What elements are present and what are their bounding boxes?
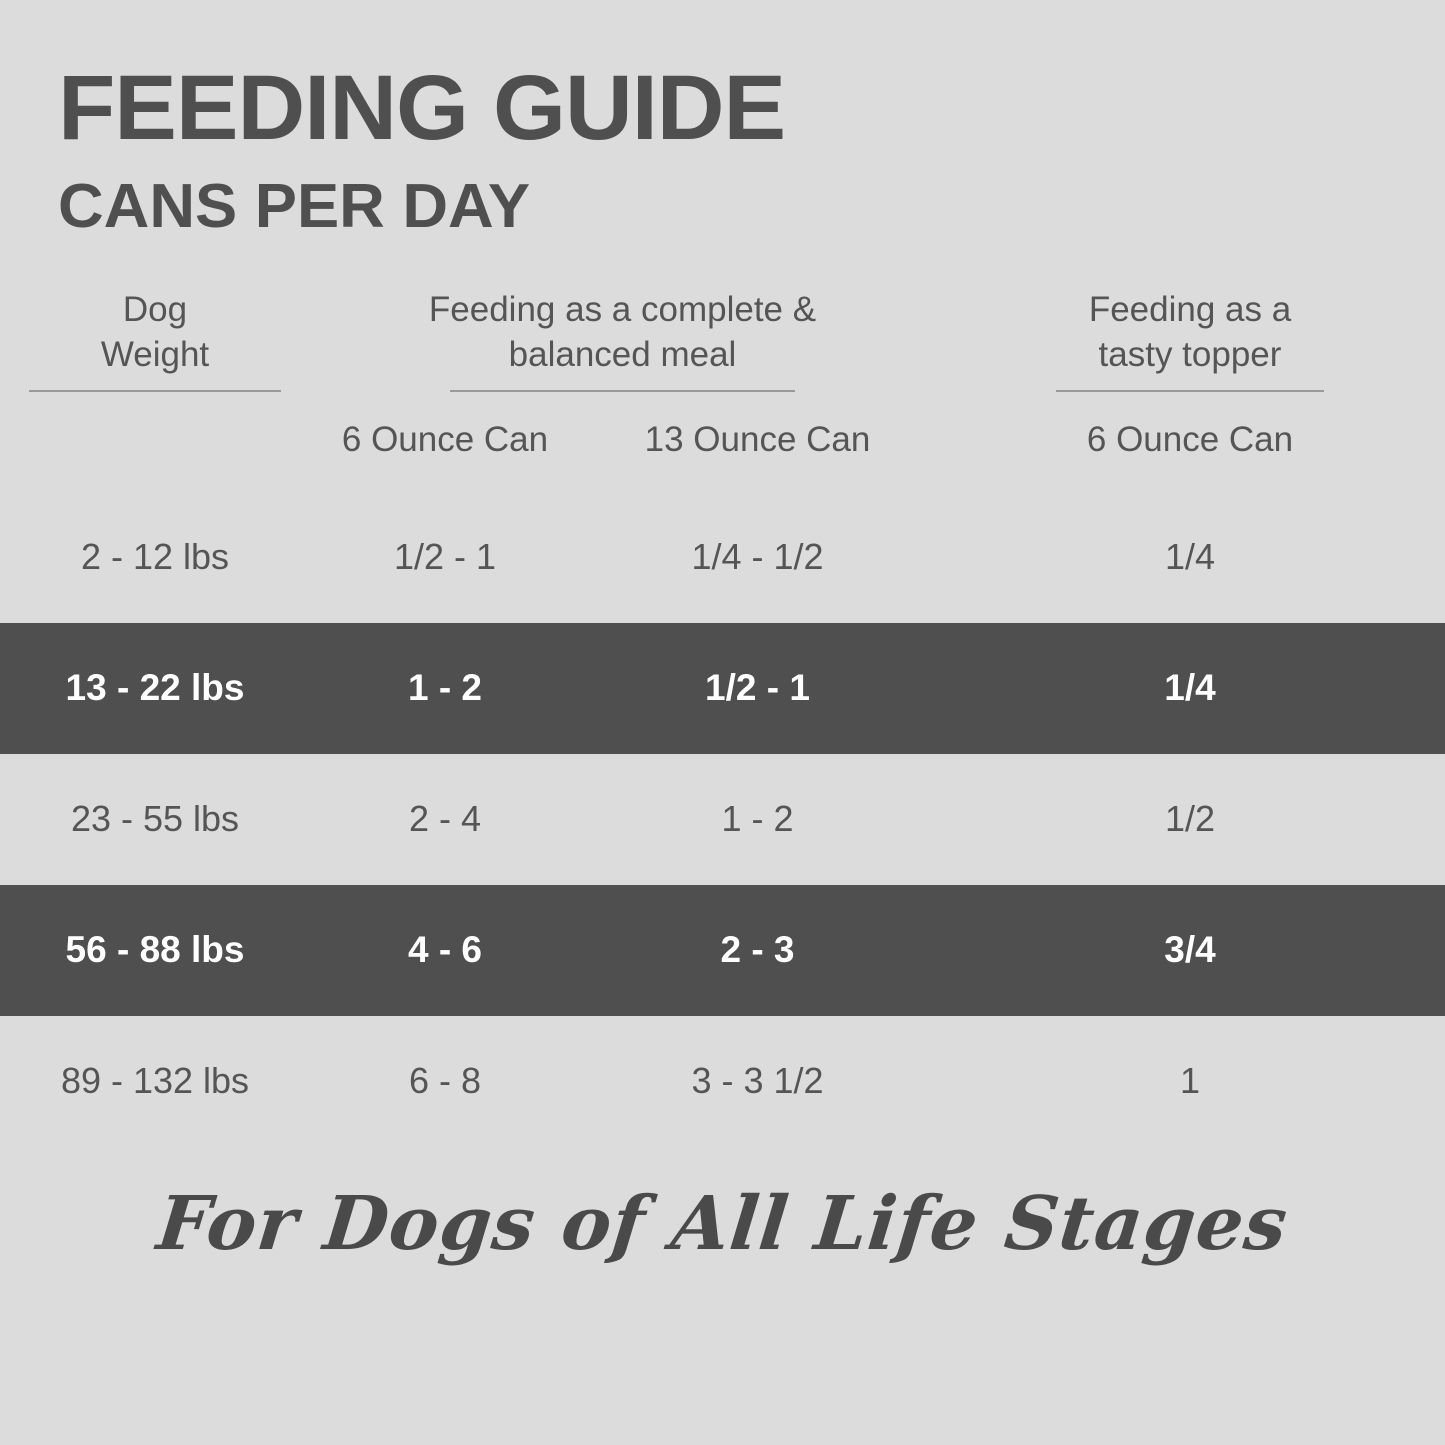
cell-meal-six: 2 - 4 xyxy=(408,798,482,840)
group-header-complete-meal xyxy=(310,288,935,392)
group-header-tasty-topper xyxy=(935,288,1445,392)
group-header-tasty-topper-line1: Feeding as a xyxy=(1088,290,1292,329)
cell-topper-six: 3/4 xyxy=(1164,929,1216,971)
cell-topper-six: 1/2 xyxy=(1164,798,1216,840)
cell-meal-thirteen: 3 - 3 1/2 xyxy=(691,1060,824,1102)
table-row xyxy=(0,492,1445,623)
cell-topper-six: 1/4 xyxy=(1164,667,1216,709)
cell-dog-weight: 56 - 88 lbs xyxy=(65,929,245,971)
cell-dog-weight: 13 - 22 lbs xyxy=(65,667,245,709)
cell-meal-six: 1 - 2 xyxy=(407,667,483,709)
subheader-topper-six-ounce: 6 Ounce Can xyxy=(1086,419,1294,459)
cell-meal-six: 6 - 8 xyxy=(408,1060,482,1102)
cell-meal-thirteen: 1/4 - 1/2 xyxy=(691,536,824,578)
group-header-tasty-topper-line2: tasty topper xyxy=(1098,334,1282,374)
group-header-dog-weight xyxy=(0,288,310,392)
cell-meal-thirteen: 1/2 - 1 xyxy=(705,667,810,709)
table-group-header-row xyxy=(0,280,1445,392)
cell-dog-weight: 89 - 132 lbs xyxy=(60,1060,250,1102)
cell-meal-six: 1/2 - 1 xyxy=(393,536,497,578)
page-subtitle: CANS PER DAY xyxy=(58,172,531,241)
group-header-divider-meal xyxy=(450,390,795,392)
page-title: FEEDING GUIDE xyxy=(58,57,786,159)
cell-topper-six: 1/4 xyxy=(1164,536,1216,578)
group-header-complete-meal-line1: Feeding as a complete & xyxy=(428,290,817,329)
group-header-dog-weight-line2: Weight xyxy=(100,334,210,374)
cell-topper-six: 1 xyxy=(1179,1060,1201,1102)
group-header-divider-weight xyxy=(29,390,281,392)
table-row xyxy=(0,623,1445,754)
table-subheader-row xyxy=(0,420,1445,460)
table-row xyxy=(0,885,1445,1016)
cell-dog-weight: 23 - 55 lbs xyxy=(70,798,240,840)
cell-meal-thirteen: 1 - 2 xyxy=(721,798,794,840)
table-row xyxy=(0,1016,1445,1147)
table-row xyxy=(0,754,1445,885)
cell-meal-thirteen: 2 - 3 xyxy=(720,929,795,971)
group-header-divider-topper xyxy=(1056,390,1324,392)
group-header-complete-meal-line2: balanced meal xyxy=(508,334,737,374)
footer-tagline: For Dogs of All Life Stages xyxy=(153,1180,1292,1267)
cell-dog-weight: 2 - 12 lbs xyxy=(80,536,230,578)
subheader-meal-thirteen-ounce: 13 Ounce Can xyxy=(644,419,871,459)
cell-meal-six: 4 - 6 xyxy=(407,929,483,971)
group-header-dog-weight-line1: Dog xyxy=(122,290,188,329)
subheader-meal-six-ounce: 6 Ounce Can xyxy=(341,419,549,459)
feeding-table xyxy=(0,280,1445,1147)
title-block xyxy=(0,0,1445,241)
